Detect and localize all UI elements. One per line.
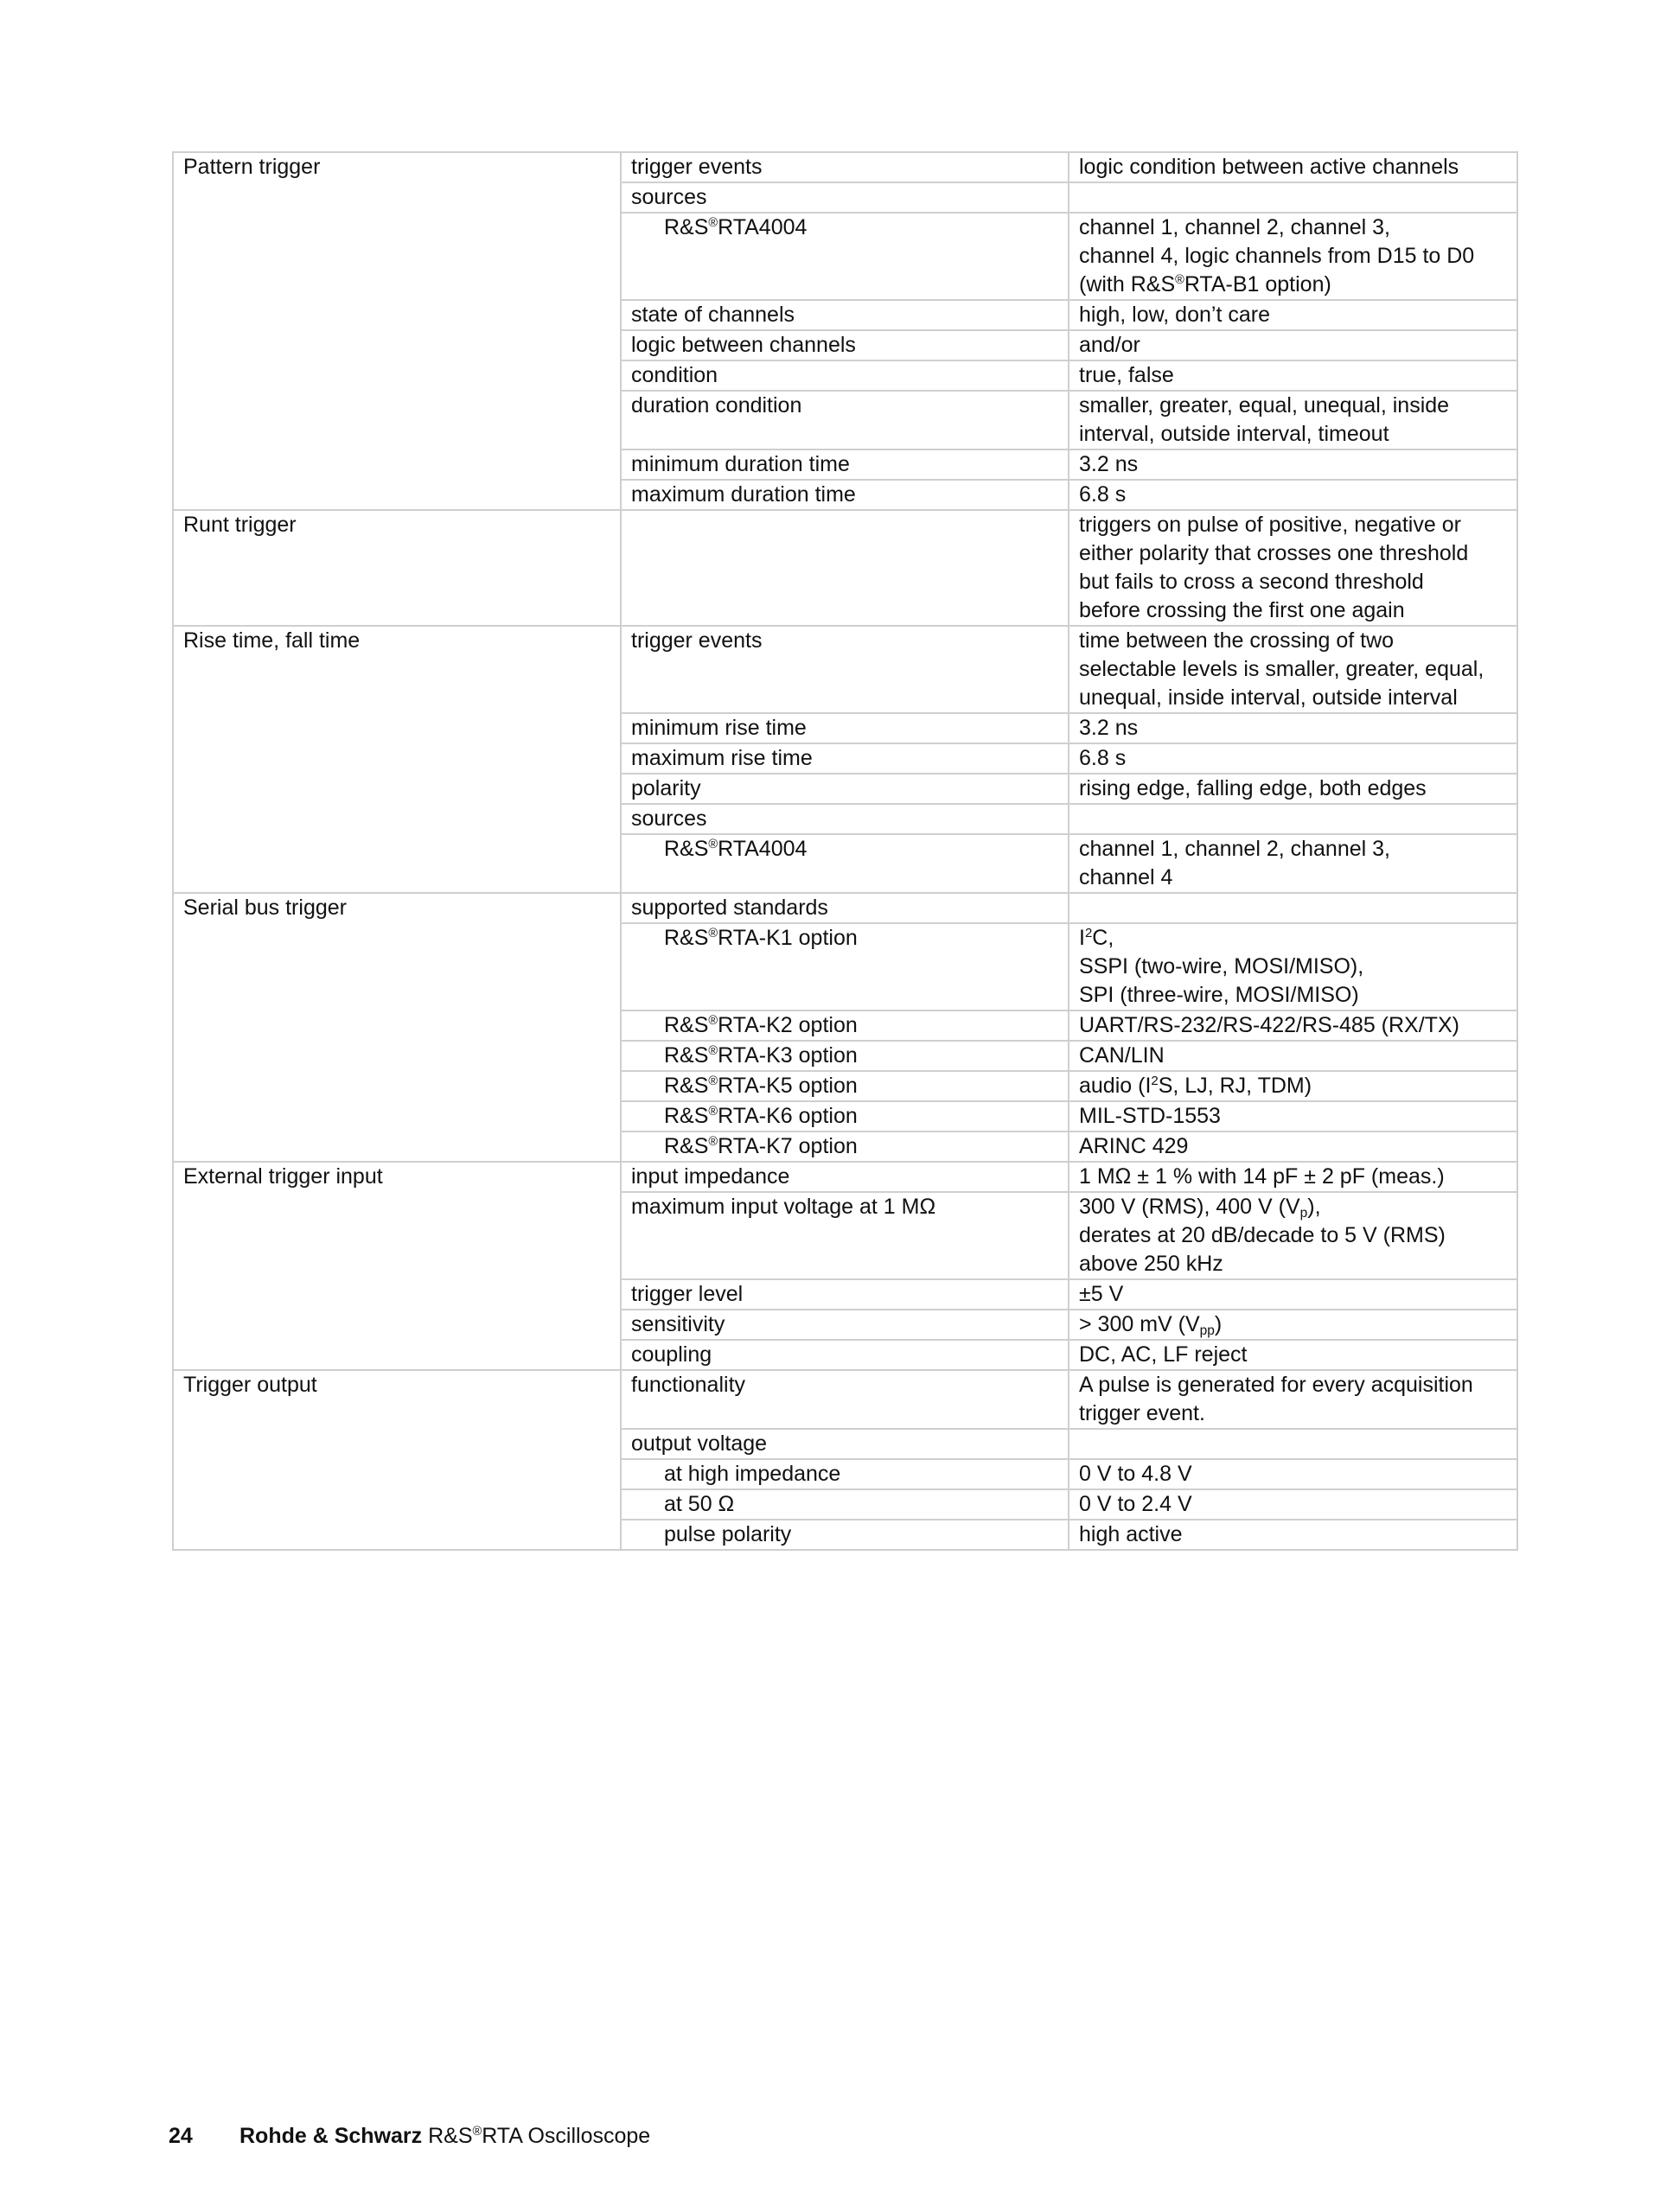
section-label: Serial bus trigger: [173, 893, 621, 1162]
registered-mark: ®: [708, 1135, 718, 1150]
param-cell: R&S®RTA-K3 option: [621, 1041, 1069, 1071]
value-cell: channel 1, channel 2, channel 3, channel 4: [1069, 834, 1517, 893]
value-cell: 6.8 s: [1069, 480, 1517, 510]
registered-mark: ®: [708, 1044, 718, 1059]
value-cell: 3.2 ns: [1069, 713, 1517, 743]
value-cell: CAN/LIN: [1069, 1041, 1517, 1071]
param-cell: maximum input voltage at 1 MΩ: [621, 1192, 1069, 1279]
value-cell: [1069, 893, 1517, 923]
param-cell: coupling: [621, 1340, 1069, 1370]
param-cell: minimum rise time: [621, 713, 1069, 743]
value-cell: logic condition between active channels: [1069, 152, 1517, 182]
value-cell: $I^2C$, SSPI (two-wire, MOSI/MISO), SPI (three-wire, MOSI/MISO): [1069, 923, 1517, 1010]
page-footer: [169, 2122, 650, 2151]
value-cell: audio ($I^2S$, LJ, RJ, TDM): [1069, 1071, 1517, 1101]
page-number: 24: [169, 2124, 193, 2148]
registered-mark: ®: [708, 1014, 718, 1029]
registered-mark: ®: [708, 216, 718, 231]
param-cell: R&S®RTA4004: [621, 213, 1069, 300]
table-row: [173, 1162, 1517, 1192]
param-cell: R&S®RTA-K2 option: [621, 1010, 1069, 1041]
param-cell: at 50 Ω: [621, 1489, 1069, 1520]
value-cell: time between the crossing of two selectable levels is smaller, greater, equal, unequal, inside interval, outside interval: [1069, 626, 1517, 713]
section-label: Rise time, fall time: [173, 626, 621, 893]
value-cell: smaller, greater, equal, unequal, inside interval, outside interval, timeout: [1069, 391, 1517, 449]
value-cell: 300 V (RMS), 400 V $(V_p)$, derates at 20 dB/decade to 5 V (RMS) above 250 kHz: [1069, 1192, 1517, 1279]
table-row: [173, 893, 1517, 923]
table-row: [173, 626, 1517, 713]
value-cell: UART/RS-232/RS-422/RS-485 (RX/TX): [1069, 1010, 1517, 1041]
value-cell: ±5 V: [1069, 1279, 1517, 1310]
table-row: [173, 510, 1517, 626]
param-cell: R&S®RTA4004: [621, 834, 1069, 893]
value-cell: channel 1, channel 2, channel 3, channel 4, logic channels from D15 to D0 (with R&S®RTA-B1 option): [1069, 213, 1517, 300]
param-cell: R&S®RTA-K1 option: [621, 923, 1069, 1010]
param-cell: pulse polarity: [621, 1520, 1069, 1550]
param-cell: trigger events: [621, 626, 1069, 713]
value-cell: rising edge, falling edge, both edges: [1069, 774, 1517, 804]
param-cell: sensitivity: [621, 1310, 1069, 1340]
value-cell: ARINC 429: [1069, 1131, 1517, 1162]
param-cell: sources: [621, 182, 1069, 213]
param-cell: logic between channels: [621, 330, 1069, 360]
value-cell: > 300 mV $(V_{pp})$: [1069, 1310, 1517, 1340]
param-cell: trigger events: [621, 152, 1069, 182]
param-cell: supported standards: [621, 893, 1069, 923]
value-cell: triggers on pulse of positive, negative or either polarity that crosses one threshold but fails to cross a second threshold before crossing the first one again: [1069, 510, 1517, 626]
param-cell: condition: [621, 360, 1069, 391]
param-cell: [621, 510, 1069, 626]
param-cell: state of channels: [621, 300, 1069, 330]
section-label: Pattern trigger: [173, 152, 621, 510]
product-name: R&S®RTA Oscilloscope: [428, 2124, 651, 2148]
value-cell: DC, AC, LF reject: [1069, 1340, 1517, 1370]
value-cell: and/or: [1069, 330, 1517, 360]
param-cell: sources: [621, 804, 1069, 834]
company-name: Rohde & Schwarz: [239, 2124, 423, 2148]
registered-mark: ®: [708, 1105, 718, 1119]
param-cell: trigger level: [621, 1279, 1069, 1310]
registered-mark: ®: [1175, 273, 1184, 288]
value-cell: A pulse is generated for every acquisition trigger event.: [1069, 1370, 1517, 1429]
param-cell: functionality: [621, 1370, 1069, 1429]
value-cell: true, false: [1069, 360, 1517, 391]
value-cell: [1069, 182, 1517, 213]
registered-mark: ®: [708, 927, 718, 941]
value-cell: MIL-STD-1553: [1069, 1101, 1517, 1131]
param-cell: maximum duration time: [621, 480, 1069, 510]
param-cell: R&S®RTA-K7 option: [621, 1131, 1069, 1162]
value-cell: 1 MΩ ± 1 % with 14 pF ± 2 pF (meas.): [1069, 1162, 1517, 1192]
value-cell: 0 V to 4.8 V: [1069, 1459, 1517, 1489]
registered-mark: ®: [708, 1074, 718, 1089]
param-cell: minimum duration time: [621, 449, 1069, 480]
value-cell: high active: [1069, 1520, 1517, 1550]
param-cell: maximum rise time: [621, 743, 1069, 774]
section-label: External trigger input: [173, 1162, 621, 1370]
section-label: Runt trigger: [173, 510, 621, 626]
param-cell: polarity: [621, 774, 1069, 804]
value-cell: 6.8 s: [1069, 743, 1517, 774]
param-cell: input impedance: [621, 1162, 1069, 1192]
section-label: Trigger output: [173, 1370, 621, 1550]
param-cell: R&S®RTA-K5 option: [621, 1071, 1069, 1101]
table-row: [173, 152, 1517, 182]
specification-table: [172, 151, 1518, 1551]
param-cell: output voltage: [621, 1429, 1069, 1459]
param-cell: duration condition: [621, 391, 1069, 449]
param-cell: at high impedance: [621, 1459, 1069, 1489]
value-cell: high, low, don’t care: [1069, 300, 1517, 330]
value-cell: [1069, 1429, 1517, 1459]
value-cell: [1069, 804, 1517, 834]
table-row: [173, 1370, 1517, 1429]
registered-mark: ®: [472, 2125, 482, 2139]
value-cell: 0 V to 2.4 V: [1069, 1489, 1517, 1520]
registered-mark: ®: [708, 838, 718, 852]
value-cell: 3.2 ns: [1069, 449, 1517, 480]
param-cell: R&S®RTA-K6 option: [621, 1101, 1069, 1131]
